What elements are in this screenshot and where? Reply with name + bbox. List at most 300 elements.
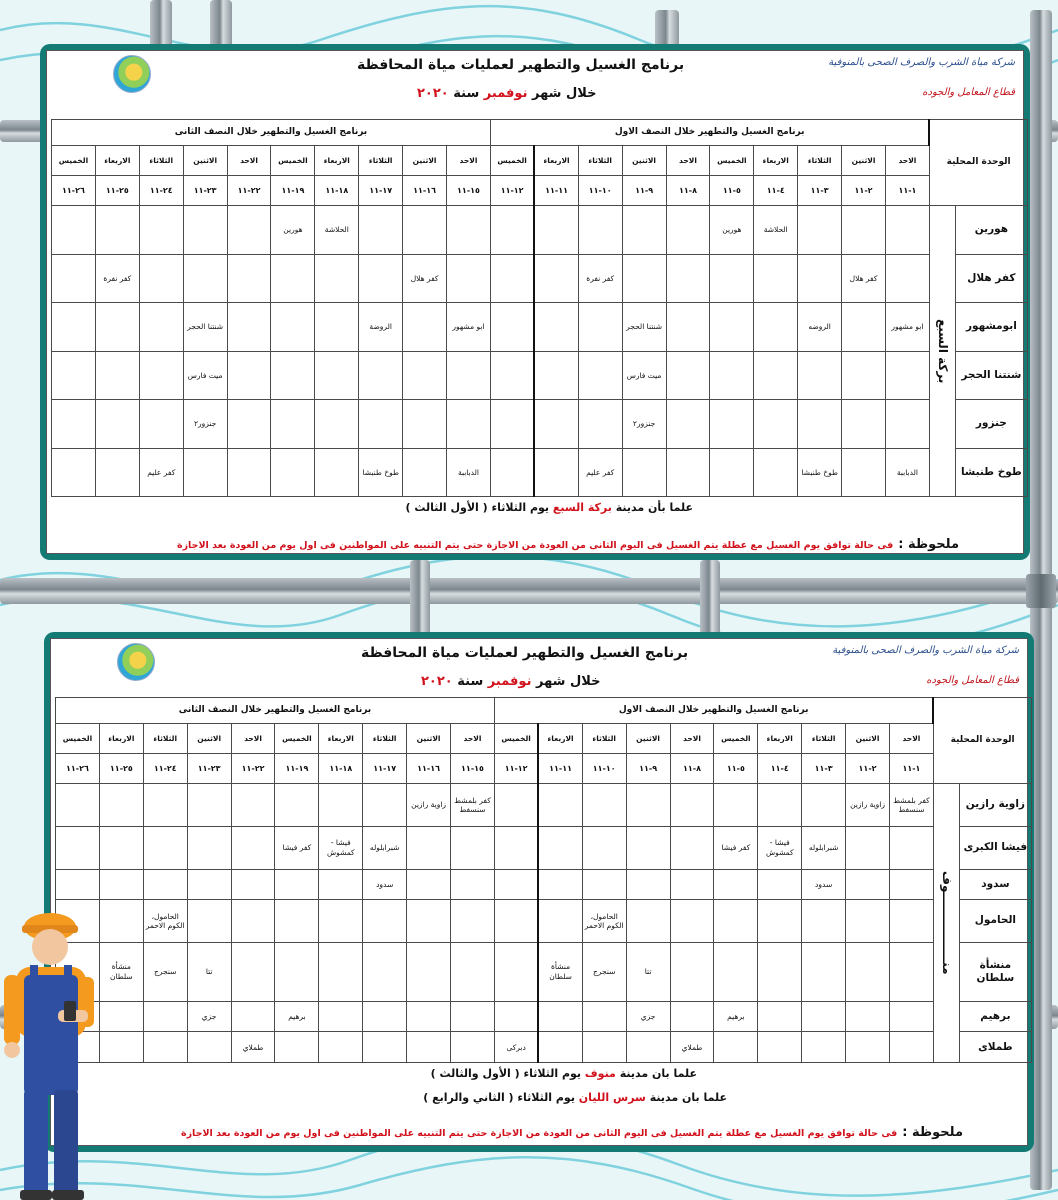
- schedule-cell: [534, 351, 578, 400]
- day-row: [52, 146, 1028, 176]
- first-half-title: برنامج الغسيل والتطهير خلال النصف الاول: [494, 698, 933, 724]
- schedule-cell: [889, 900, 933, 943]
- schedule-cell: [56, 826, 100, 869]
- schedule-cell: [52, 351, 96, 400]
- date-header: ١٠-١١: [582, 754, 626, 784]
- schedule-cell: [315, 351, 359, 400]
- schedule-cell: [451, 1032, 495, 1063]
- schedule-cell: [670, 1001, 714, 1032]
- day-header: الثلاثاء: [582, 724, 626, 754]
- schedule-cell: [403, 448, 447, 497]
- schedule-cell: [578, 351, 622, 400]
- schedule-cell: [359, 351, 403, 400]
- company-name: شركة مياة الشرب والصرف الصحى بالمنوفية: [832, 645, 1019, 656]
- schedule-cell: [490, 351, 534, 400]
- schedule-cell: [490, 448, 534, 497]
- date-header: ٢٥-١١: [95, 176, 139, 206]
- schedule-cell: [626, 826, 670, 869]
- schedule-cell: [451, 826, 495, 869]
- schedule-cell: [319, 900, 363, 943]
- schedule-cell: ابو مشهور: [447, 303, 491, 352]
- schedule-cell: [275, 869, 319, 900]
- schedule-panel-1: [40, 44, 1030, 560]
- schedule-cell: سنجرج: [143, 942, 187, 1001]
- day-header: الاحد: [227, 146, 271, 176]
- schedule-cell: [95, 351, 139, 400]
- schedule-cell: [538, 869, 582, 900]
- schedule-cell: [538, 1001, 582, 1032]
- schedule-cell: [227, 351, 271, 400]
- date-row: [56, 754, 1032, 784]
- company-logo: [117, 643, 155, 681]
- schedule-cell: [315, 303, 359, 352]
- month-prefix: خلال شهر: [535, 674, 601, 689]
- table-row: [56, 784, 1032, 827]
- day-header: الاحد: [231, 724, 275, 754]
- schedule-cell: الحلاشة: [754, 206, 798, 255]
- remark-line: [181, 1121, 963, 1140]
- schedule-cell: [271, 448, 315, 497]
- table-row: [52, 254, 1028, 303]
- year-label: سنة: [453, 86, 480, 101]
- schedule-cell: [885, 206, 929, 255]
- schedule-cell: [846, 900, 890, 943]
- date-header: ١١-١١: [534, 176, 578, 206]
- schedule-cell: [710, 351, 754, 400]
- schedule-cell: [183, 254, 227, 303]
- center-name: منـــــــــــــــــوف: [933, 784, 959, 1063]
- schedule-cell: [143, 1001, 187, 1032]
- note-before: علما بان مدينة: [649, 1091, 727, 1104]
- date-header: ٣-١١: [798, 176, 842, 206]
- schedule-cell: [710, 303, 754, 352]
- schedule-cell: [798, 351, 842, 400]
- schedule-cell: [666, 351, 710, 400]
- schedule-cell: [889, 942, 933, 1001]
- schedule-cell: [143, 869, 187, 900]
- schedule-cell: [846, 826, 890, 869]
- schedule-cell: [889, 826, 933, 869]
- schedule-cell: [363, 900, 407, 943]
- day-header: الخميس: [714, 724, 758, 754]
- schedule-cell: زاوية رازين: [407, 784, 451, 827]
- schedule-cell: [490, 400, 534, 449]
- schedule-cell: [359, 206, 403, 255]
- day-header: الاحد: [670, 724, 714, 754]
- day-header: الخميس: [271, 146, 315, 176]
- schedule-cell: تتا: [187, 942, 231, 1001]
- pipe-decoration: [410, 560, 430, 640]
- day-header: الاثنين: [403, 146, 447, 176]
- schedule-cell: [319, 869, 363, 900]
- date-header: ٢٥-١١: [99, 754, 143, 784]
- schedule-cell: طملاي: [670, 1032, 714, 1063]
- schedule-cell: [490, 206, 534, 255]
- schedule-cell: [95, 448, 139, 497]
- day-header: الاحد: [451, 724, 495, 754]
- remark-text: فى حالة توافق يوم الغسيل مع عطلة يتم الغسيل فى اليوم الثانى من العودة من الاجازة حتى يتم التنبيه على المواطنين فى اول يوم من العودة بعد الاجازة: [176, 540, 894, 551]
- schedule-cell: [52, 400, 96, 449]
- note-city: سرس الليان: [578, 1091, 646, 1104]
- schedule-cell: [494, 900, 538, 943]
- date-header: ٢٦-١١: [56, 754, 100, 784]
- schedule-cell: [538, 784, 582, 827]
- page-title: برنامج الغسيل والتطهير لعمليات مياة المحافظة: [357, 57, 685, 73]
- schedule-cell: [99, 784, 143, 827]
- schedule-cell: [407, 869, 451, 900]
- schedule-cell: [95, 206, 139, 255]
- second-half-title: برنامج الغسيل والتطهير خلال النصف الثانى: [52, 120, 491, 146]
- date-header: ٢٦-١١: [52, 176, 96, 206]
- schedule-cell: [626, 900, 670, 943]
- schedule-cell: سدود: [802, 869, 846, 900]
- day-header: الاربعاء: [319, 724, 363, 754]
- schedule-cell: [666, 448, 710, 497]
- date-header: ٩-١١: [622, 176, 666, 206]
- day-header: الاربعاء: [315, 146, 359, 176]
- schedule-cell: [494, 784, 538, 827]
- schedule-cell: ميت فارس: [622, 351, 666, 400]
- schedule-cell: الدباببة: [447, 448, 491, 497]
- schedule-cell: جزي: [626, 1001, 670, 1032]
- schedule-cell: [52, 303, 96, 352]
- note-after: يوم الثلاثاء ( الثاني والرابع ): [423, 1091, 575, 1104]
- schedule-cell: [802, 784, 846, 827]
- schedule-cell: [802, 900, 846, 943]
- schedule-cell: [139, 303, 183, 352]
- day-header: الثلاثاء: [139, 146, 183, 176]
- schedule-cell: [403, 303, 447, 352]
- schedule-cell: جنزور٢: [183, 400, 227, 449]
- schedule-cell: [363, 1032, 407, 1063]
- schedule-cell: [319, 1032, 363, 1063]
- schedule-cell: [670, 900, 714, 943]
- remark-label: ملحوظة :: [898, 537, 959, 552]
- schedule-cell: هورين: [271, 206, 315, 255]
- schedule-sheet-2: [50, 638, 1028, 1146]
- schedule-cell: [494, 826, 538, 869]
- company-logo: [113, 55, 151, 93]
- day-header: الثلاثاء: [802, 724, 846, 754]
- date-header: ١٥-١١: [451, 754, 495, 784]
- date-header: ١٢-١١: [494, 754, 538, 784]
- schedule-cell: [227, 254, 271, 303]
- date-header: ١٨-١١: [315, 176, 359, 206]
- schedule-cell: سنجرج: [582, 942, 626, 1001]
- unit-column-header: الوحدة المحلية: [933, 698, 1031, 784]
- schedule-cell: [231, 869, 275, 900]
- half-title-row: [52, 120, 1028, 146]
- company-name: شركة مياة الشرب والصرف الصحى بالمنوفية: [828, 57, 1015, 68]
- schedule-cell: [227, 206, 271, 255]
- schedule-cell: شبرابلوله: [363, 826, 407, 869]
- schedule-cell: طوخ طنبشا: [359, 448, 403, 497]
- sector-name: قطاع المعامل والجوده: [922, 87, 1015, 98]
- schedule-cell: [666, 400, 710, 449]
- schedule-cell: [802, 1001, 846, 1032]
- day-header: الخميس: [275, 724, 319, 754]
- schedule-cell: [842, 303, 886, 352]
- day-header: الاحد: [885, 146, 929, 176]
- schedule-cell: [578, 400, 622, 449]
- month-name: نوفمبر: [487, 674, 532, 689]
- month-prefix: خلال شهر: [531, 86, 597, 101]
- schedule-cell: [758, 869, 802, 900]
- schedule-cell: [183, 448, 227, 497]
- date-header: ٤-١١: [754, 176, 798, 206]
- schedule-cell: [315, 400, 359, 449]
- city-note: [405, 501, 693, 514]
- schedule-cell: [319, 784, 363, 827]
- schedule-cell: [407, 942, 451, 1001]
- date-row: [52, 176, 1028, 206]
- schedule-cell: الحامول، الكوم الاحمر: [582, 900, 626, 943]
- schedule-cell: [626, 784, 670, 827]
- schedule-cell: [275, 1032, 319, 1063]
- schedule-cell: [143, 1032, 187, 1063]
- schedule-cell: فيشا - كمشوش: [319, 826, 363, 869]
- schedule-cell: [538, 826, 582, 869]
- date-header: ١٩-١١: [275, 754, 319, 784]
- schedule-cell: [231, 942, 275, 1001]
- local-unit-name: كفر هلال: [955, 254, 1027, 303]
- schedule-cell: منشأة سلطان: [99, 942, 143, 1001]
- schedule-cell: [139, 400, 183, 449]
- schedule-cell: [56, 784, 100, 827]
- date-header: ٢-١١: [846, 754, 890, 784]
- schedule-cell: [885, 254, 929, 303]
- date-header: ٥-١١: [710, 176, 754, 206]
- date-header: ٢٤-١١: [143, 754, 187, 784]
- schedule-cell: [407, 900, 451, 943]
- schedule-cell: [231, 1001, 275, 1032]
- schedule-cell: زاوية رازين: [846, 784, 890, 827]
- remark-label: ملحوظة :: [902, 1125, 963, 1140]
- schedule-cell: [666, 303, 710, 352]
- schedule-cell: [666, 254, 710, 303]
- schedule-cell: [52, 448, 96, 497]
- schedule-cell: [494, 1001, 538, 1032]
- schedule-cell: [99, 869, 143, 900]
- schedule-cell: منشأة سلطان: [538, 942, 582, 1001]
- schedule-cell: [670, 942, 714, 1001]
- schedule-cell: كفر نفرة: [95, 254, 139, 303]
- year-value: ٢٠٢٠: [421, 674, 453, 689]
- schedule-cell: جنزور٢: [622, 400, 666, 449]
- schedule-cell: [622, 254, 666, 303]
- schedule-cell: [447, 254, 491, 303]
- schedule-cell: [758, 942, 802, 1001]
- schedule-cell: [494, 869, 538, 900]
- page-title: برنامج الغسيل والتطهير لعمليات مياة المحافظة: [361, 645, 689, 661]
- schedule-cell: [582, 784, 626, 827]
- city-note: [423, 1091, 727, 1104]
- schedule-cell: فيشا - كمشوش: [758, 826, 802, 869]
- date-header: ٤-١١: [758, 754, 802, 784]
- schedule-cell: [447, 206, 491, 255]
- schedule-cell: [758, 784, 802, 827]
- schedule-cell: [534, 448, 578, 497]
- day-header: الاربعاء: [99, 724, 143, 754]
- table-row: [52, 303, 1028, 352]
- schedule-cell: طوخ طنبشا: [798, 448, 842, 497]
- table-row: [52, 400, 1028, 449]
- schedule-cell: [451, 869, 495, 900]
- date-header: ٢٢-١١: [227, 176, 271, 206]
- schedule-cell: تتا: [626, 942, 670, 1001]
- schedule-cell: الروضه: [798, 303, 842, 352]
- date-header: ٢٣-١١: [187, 754, 231, 784]
- schedule-cell: شبرابلوله: [802, 826, 846, 869]
- day-header: الاثنين: [187, 724, 231, 754]
- day-header: الثلاثاء: [359, 146, 403, 176]
- schedule-cell: [842, 351, 886, 400]
- unit-column-header: الوحدة المحلية: [929, 120, 1027, 206]
- local-unit-name: هورين: [955, 206, 1027, 255]
- schedule-cell: [622, 448, 666, 497]
- schedule-cell: [359, 254, 403, 303]
- local-unit-name: طملاى: [959, 1032, 1031, 1063]
- schedule-cell: دبركى: [494, 1032, 538, 1063]
- second-half-title: برنامج الغسيل والتطهير خلال النصف الثانى: [56, 698, 495, 724]
- day-row: [56, 724, 1032, 754]
- schedule-cell: سدود: [363, 869, 407, 900]
- date-header: ٢-١١: [842, 176, 886, 206]
- day-header: الخميس: [56, 724, 100, 754]
- schedule-cell: [187, 1032, 231, 1063]
- schedule-cell: [714, 942, 758, 1001]
- schedule-cell: [315, 254, 359, 303]
- schedule-cell: [99, 826, 143, 869]
- date-header: ٢٣-١١: [183, 176, 227, 206]
- note-before: علما بان مدينة: [619, 1067, 697, 1080]
- day-header: الاثنين: [622, 146, 666, 176]
- schedule-cell: [139, 206, 183, 255]
- date-header: ١١-١١: [538, 754, 582, 784]
- table-row: [52, 448, 1028, 497]
- schedule-cell: الروضة: [359, 303, 403, 352]
- date-header: ٩-١١: [626, 754, 670, 784]
- date-header: ١٧-١١: [359, 176, 403, 206]
- schedule-cell: [582, 869, 626, 900]
- schedule-cell: [754, 303, 798, 352]
- schedule-cell: [798, 206, 842, 255]
- sector-name: قطاع المعامل والجوده: [926, 675, 1019, 686]
- schedule-cell: [754, 254, 798, 303]
- date-header: ١٦-١١: [407, 754, 451, 784]
- schedule-cell: [187, 869, 231, 900]
- year-label: سنة: [457, 674, 484, 689]
- schedule-cell: [95, 400, 139, 449]
- date-header: ٢٤-١١: [139, 176, 183, 206]
- schedule-cell: [407, 1032, 451, 1063]
- schedule-cell: [187, 900, 231, 943]
- schedule-cell: هورين: [710, 206, 754, 255]
- schedule-cell: [714, 900, 758, 943]
- schedule-cell: [271, 351, 315, 400]
- schedule-cell: كفر بلمشط سنسفط: [451, 784, 495, 827]
- schedule-cell: [451, 900, 495, 943]
- schedule-cell: [56, 869, 100, 900]
- schedule-cell: الحلاشة: [315, 206, 359, 255]
- date-header: ١-١١: [889, 754, 933, 784]
- schedule-cell: [710, 448, 754, 497]
- center-name: بركة السبع: [929, 206, 955, 497]
- schedule-cell: [227, 400, 271, 449]
- day-header: الاحد: [666, 146, 710, 176]
- date-header: ١٢-١١: [490, 176, 534, 206]
- schedule-cell: ابو مشهور: [885, 303, 929, 352]
- day-header: الاحد: [889, 724, 933, 754]
- schedule-cell: [403, 206, 447, 255]
- schedule-cell: [754, 400, 798, 449]
- schedule-table: [55, 697, 1032, 1063]
- schedule-cell: [802, 942, 846, 1001]
- day-header: الاربعاء: [538, 724, 582, 754]
- day-header: الثلاثاء: [578, 146, 622, 176]
- day-header: الخميس: [52, 146, 96, 176]
- schedule-cell: [802, 1032, 846, 1063]
- schedule-cell: [275, 942, 319, 1001]
- schedule-cell: [538, 900, 582, 943]
- schedule-cell: [359, 400, 403, 449]
- table-row: [56, 942, 1032, 1001]
- date-header: ١٥-١١: [447, 176, 491, 206]
- schedule-cell: [143, 784, 187, 827]
- schedule-cell: برهيم: [714, 1001, 758, 1032]
- schedule-cell: [227, 303, 271, 352]
- city-note: [431, 1067, 697, 1080]
- pipe-decoration: [700, 560, 720, 640]
- schedule-cell: كفر فيشا: [714, 826, 758, 869]
- schedule-cell: [139, 254, 183, 303]
- table-row: [56, 1001, 1032, 1032]
- month-line: [421, 674, 600, 689]
- first-half-title: برنامج الغسيل والتطهير خلال النصف الاول: [490, 120, 929, 146]
- schedule-sheet-1: [46, 50, 1024, 554]
- schedule-cell: [363, 1001, 407, 1032]
- local-unit-name: الحامول: [959, 900, 1031, 943]
- table-row: [56, 1032, 1032, 1063]
- schedule-cell: [710, 400, 754, 449]
- schedule-cell: شنتنا الحجر: [183, 303, 227, 352]
- schedule-panel-2: [44, 632, 1034, 1152]
- schedule-cell: [889, 1001, 933, 1032]
- table-row: [56, 826, 1032, 869]
- local-unit-name: جنزور: [955, 400, 1027, 449]
- schedule-cell: [626, 1032, 670, 1063]
- month-name: نوفمبر: [483, 86, 528, 101]
- schedule-cell: [714, 1032, 758, 1063]
- schedule-cell: [846, 942, 890, 1001]
- remark-line: [177, 533, 959, 552]
- table-row: [56, 900, 1032, 943]
- date-header: ٣-١١: [802, 754, 846, 784]
- day-header: الاحد: [447, 146, 491, 176]
- local-unit-name: برهيم: [959, 1001, 1031, 1032]
- schedule-cell: [889, 869, 933, 900]
- schedule-cell: [231, 784, 275, 827]
- day-header: الاثنين: [626, 724, 670, 754]
- schedule-cell: [227, 448, 271, 497]
- day-header: الاربعاء: [758, 724, 802, 754]
- day-header: الاثنين: [183, 146, 227, 176]
- local-unit-name: منشأة سلطان: [959, 942, 1031, 1001]
- schedule-cell: [842, 206, 886, 255]
- year-value: ٢٠٢٠: [417, 86, 449, 101]
- day-header: الخميس: [710, 146, 754, 176]
- schedule-cell: [754, 448, 798, 497]
